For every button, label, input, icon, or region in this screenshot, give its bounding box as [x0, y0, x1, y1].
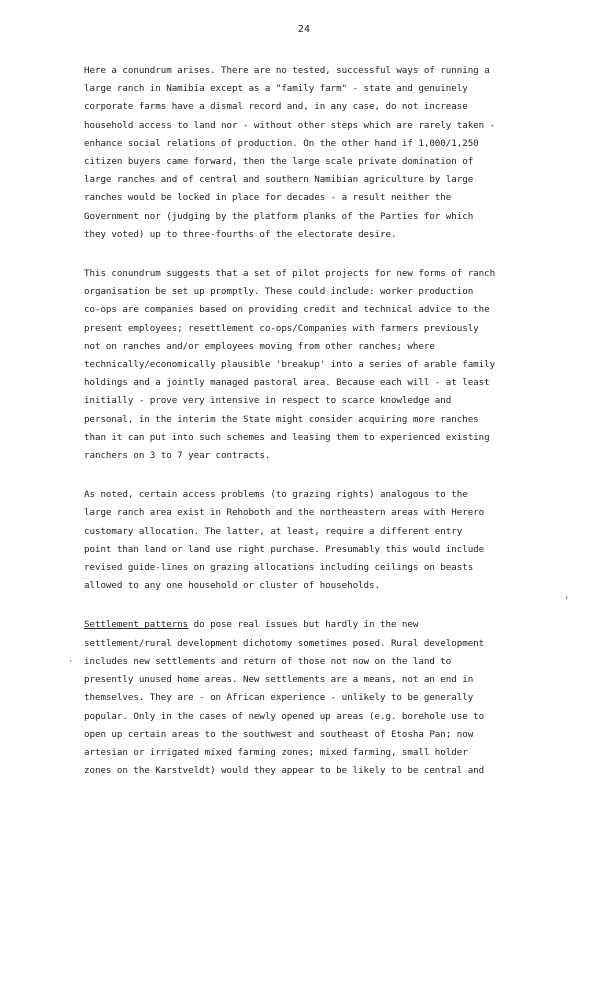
text-line — [84, 616, 536, 634]
text-line: present employees; resettlement co-ops/Companies with farmers previously — [84, 322, 479, 334]
paragraph-ranch-conundrum — [84, 62, 536, 244]
underlined-heading: Settlement patterns — [84, 619, 189, 631]
text-line: large ranch area exist in Rehoboth and the northeastern areas with Herero — [84, 507, 485, 519]
text-line: initially - prove very intensive in respect to scarce knowledge and — [84, 395, 452, 407]
text-line: As noted, certain access problems (to grazing rights) analogous to the — [84, 489, 468, 501]
text-line: technically/economically plausible 'breakup' into a series of arable family — [84, 359, 496, 371]
text-line: holdings and a jointly managed pastoral area. Because each will - at least — [84, 377, 490, 389]
text-line: co-ops are companies based on providing credit and technical advice to the — [84, 304, 490, 316]
paragraph-pilot-projects — [84, 265, 536, 465]
margin-tick-mark: · — [68, 657, 74, 667]
first-line-rest: do pose real issues but hardly in the new — [188, 619, 419, 631]
paragraph-settlement-patterns — [84, 616, 536, 780]
text-line: citizen buyers came forward, then the large scale private domination of — [84, 156, 474, 168]
text-line: they voted) up to three-fourths of the electorate desire. — [84, 228, 397, 240]
text-line: large ranches and of central and southern Namibian agriculture by large — [84, 174, 474, 186]
text-line: revised guide-lines on grazing allocations including ceilings on beasts — [84, 562, 474, 574]
paragraph-grazing-rights — [84, 486, 536, 595]
margin-tick-mark: , — [564, 591, 570, 601]
text-line: allowed to any one household or cluster of households. — [84, 580, 380, 592]
page-number: 24 — [297, 24, 311, 35]
text-line: than it can put into such schemes and leasing them to experienced existing — [84, 431, 490, 443]
text-line: household access to land nor - without other steps which are rarely taken - — [84, 119, 496, 131]
text-line: customary allocation. The latter, at least, require a different entry — [84, 525, 463, 537]
text-line: Here a conundrum arises. There are no tested, successful ways of running a — [84, 65, 490, 76]
text-line: organisation be set up promptly. These could include: worker production — [84, 286, 474, 298]
text-line: personal, in the interim the State might consider acquiring more ranches — [84, 413, 479, 425]
text-line: open up certain areas to the southwest and southeast of Etosha Pan; now — [84, 728, 474, 740]
text-line: includes new settlements and return of those not now on the land to — [84, 655, 452, 667]
text-line: artesian or irrigated mixed farming zones; mixed farming, small holder — [84, 746, 468, 758]
text-line: settlement/rural development dichotomy sometimes posed. Rural development — [84, 637, 485, 649]
text-line: This conundrum suggests that a set of pilot projects for new forms of ranch — [84, 268, 496, 280]
text-line: ranches would be locked in place for decades - a result neither the — [84, 192, 452, 204]
text-line: Government nor (judging by the platform planks of the Parties for which — [84, 210, 474, 222]
text-line: presently unused home areas. New settlements are a means, not an end in — [84, 674, 474, 686]
text-line: themselves. They are - on African experience - unlikely to be generally — [84, 692, 474, 704]
text-line: ranchers on 3 to 7 year contracts. — [84, 450, 271, 462]
text-line: large ranch in Namibia except as a "family farm" - state and genuinely — [84, 83, 468, 95]
document-body — [84, 62, 536, 801]
text-line: zones on the Karstveldt) would they appear to be likely to be central and — [84, 765, 485, 777]
text-line: point than land or land use right purchase. Presumably this would include — [84, 543, 485, 555]
text-line: popular. Only in the cases of newly opened up areas (e.g. borehole use to — [84, 710, 485, 722]
text-line: enhance social relations of production. On the other hand if 1,000/1,250 — [84, 137, 479, 149]
text-line: corporate farms have a dismal record and, in any case, do not increase — [84, 101, 468, 113]
text-line: not on ranches and/or employees moving from other ranches; where — [84, 340, 435, 352]
